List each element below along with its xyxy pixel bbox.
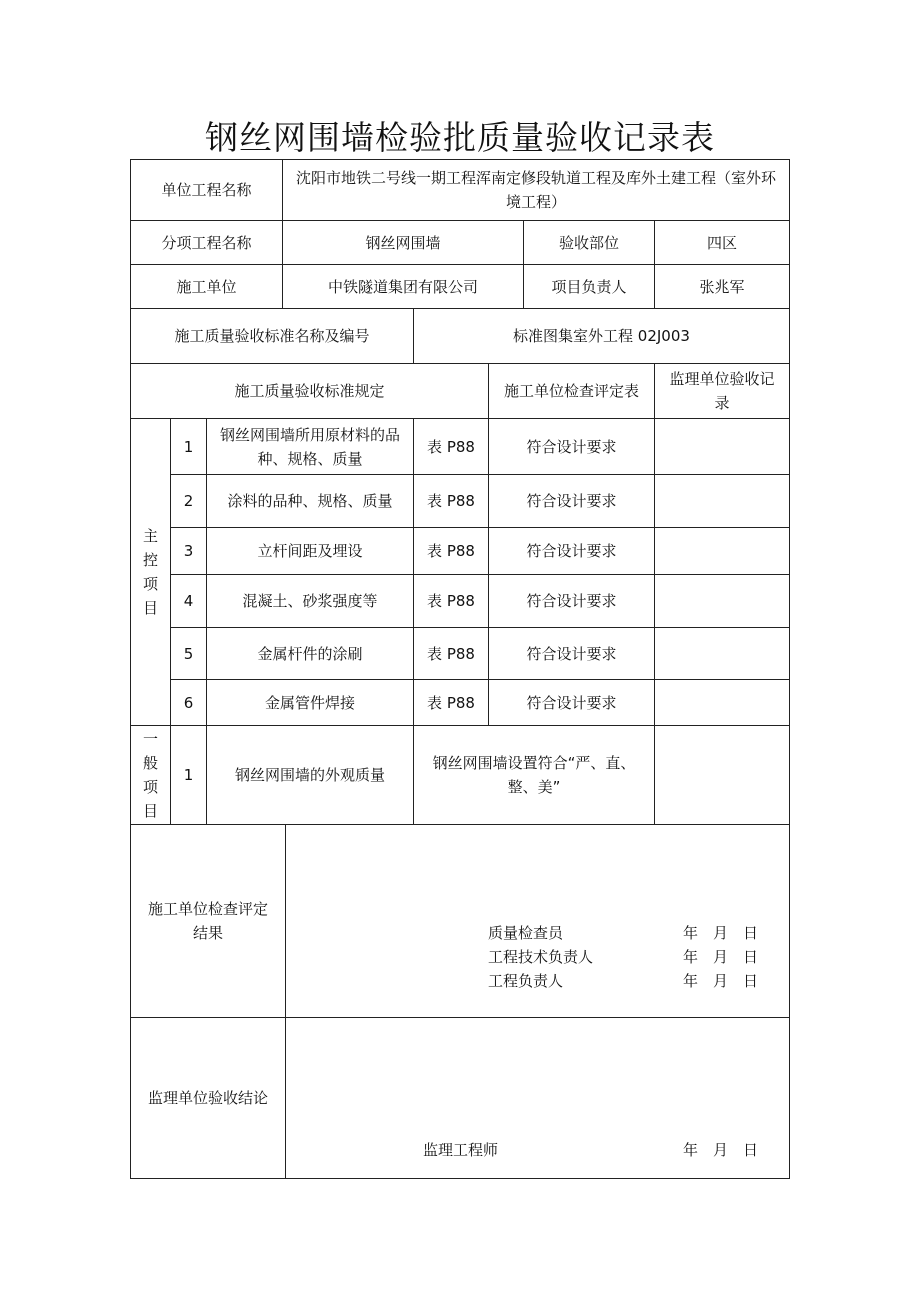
item-description: 钢丝网围墙所用原材料的品种、规格、质量: [219, 425, 400, 468]
reference: 表 P88: [427, 542, 475, 560]
row-number: 5: [183, 644, 194, 663]
row-number: 3: [183, 542, 194, 560]
row-number: 1: [183, 766, 194, 784]
standard-label: 施工质量验收标准名称及编号: [174, 327, 370, 345]
construction-unit-value: 中铁隧道集团有限公司: [327, 277, 478, 296]
signature-date: 年 月 日: [683, 924, 759, 942]
acceptance-part-label: 验收部位: [558, 233, 619, 252]
technical-manager-label: 工程技术负责人: [488, 948, 594, 966]
reference: 表 P88: [427, 592, 475, 610]
reference: 表 P88: [427, 693, 475, 712]
reference: 表 P88: [427, 644, 475, 663]
sub-project-value: 钢丝网围墙: [365, 233, 441, 252]
signature-date: 年 月 日: [683, 948, 759, 966]
quality-inspector-label: 质量检查员: [488, 924, 564, 942]
construction-result-label: 施工单位检查评定结果: [147, 900, 268, 942]
check-result: 符合设计要求: [526, 592, 617, 610]
acceptance-part-value: 四区: [706, 233, 737, 252]
construction-check-column-header: 施工单位检查评定表: [503, 382, 639, 400]
supervising-engineer-label: 监理工程师: [423, 1141, 499, 1159]
item-description: 金属杆件的涂刷: [257, 644, 363, 663]
construction-unit-label: 施工单位: [176, 277, 237, 296]
signature-date: 年 月 日: [683, 972, 759, 990]
check-result: 符合设计要求: [526, 693, 617, 712]
spec-column-header: 施工质量验收标准规定: [234, 382, 385, 400]
check-result: 符合设计要求: [526, 437, 617, 456]
general-items-label: 一 般 项 目: [142, 730, 158, 820]
standard-value: 标准图集室外工程 02J003: [513, 327, 690, 345]
page-title: 钢丝网围墙检验批质量验收记录表: [205, 118, 715, 157]
row-number: 2: [183, 492, 194, 510]
row-number: 6: [183, 693, 194, 712]
supervision-record-column-header: 监理单位验收记录: [669, 370, 775, 412]
item-description: 混凝土、砂浆强度等: [242, 592, 378, 610]
supervision-result-label: 监理单位验收结论: [147, 1089, 268, 1107]
sub-project-label: 分项工程名称: [161, 233, 252, 252]
main-items-label: 主 控 项 目: [142, 527, 158, 617]
unit-project-label: 单位工程名称: [161, 181, 252, 199]
item-description: 涂料的品种、规格、质量: [227, 492, 393, 510]
check-result: 钢丝网围墙设置符合“严、直、整、美”: [432, 754, 636, 796]
item-description: 立杆间距及埋设: [257, 542, 363, 560]
check-result: 符合设计要求: [526, 644, 617, 663]
signature-date: 年 月 日: [683, 1141, 759, 1159]
reference: 表 P88: [427, 437, 475, 456]
unit-project-value: 沈阳市地铁二号线一期工程浑南定修段轨道工程及库外土建工程（室外环境工程）: [295, 169, 776, 211]
check-result: 符合设计要求: [526, 542, 617, 560]
row-number: 4: [183, 592, 194, 610]
project-manager-label: 项目负责人: [551, 277, 627, 296]
project-manager-value: 张兆军: [699, 277, 745, 296]
row-number: 1: [183, 437, 194, 456]
check-result: 符合设计要求: [526, 492, 617, 510]
item-description: 金属管件焊接: [264, 693, 355, 712]
item-description: 钢丝网围墙的外观质量: [234, 766, 385, 784]
reference: 表 P88: [427, 492, 475, 510]
project-lead-label: 工程负责人: [488, 972, 564, 990]
